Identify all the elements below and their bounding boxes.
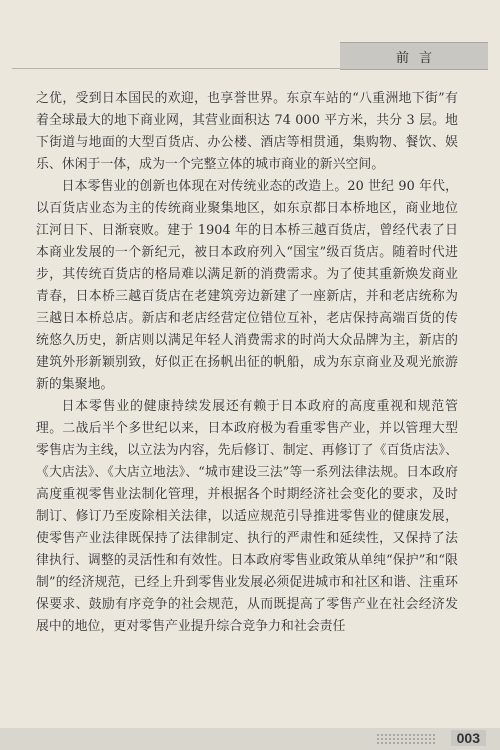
paragraph-2: 日本零售业的创新也体现在对传统业态的改造上。20 世纪 90 年代，以百货店业态为主的传统商业聚集地区，如东京都日本桥地区，商业地位江河日下、日渐衰败。建于 1904 年的日本桥三越百货店，曾经代表了日本商业发展的一个新纪元，被日本政府列入“国宝”级百货店。随着时代进步，其传统百货店的格局难以满足新的消费需求。为了使其重新焕发商业青春，日本桥三越百货店在老建筑旁边新建了一座新店，并和老店统称为三越日本桥总店。新店和老店经营定位错位互补，老店保持高端百货的传统悠久历史，新店则以满足年轻人消费需求的时尚大众品牌为主，新店的建筑外形新颖别致，好似正在扬帆出征的帆船，成为东京商业及观光旅游新的集聚地。 bbox=[36, 179, 458, 392]
body-text bbox=[36, 88, 458, 638]
page-number: 003 bbox=[451, 730, 486, 746]
footer-dot-pattern bbox=[376, 733, 436, 745]
paragraph-1: 之优，受到日本国民的欢迎，也享誉世界。东京车站的“八重洲地下街”有着全球最大的地下商业网，其营业面积达 74 000 平方米，共分 3 层。地下街道与地面的大型百货店、办公楼、酒店等相贯通，集购物、餐饮、娱乐、休闲于一体，成为一个完整立体的城市商业的新兴空间。 bbox=[36, 91, 458, 172]
section-title: 前言 bbox=[395, 50, 442, 66]
section-header-tab bbox=[340, 42, 488, 70]
header-rule bbox=[12, 68, 340, 69]
paragraph-3: 日本零售业的健康持续发展还有赖于日本政府的高度重视和规范管理。二战后半个多世纪以来，日本政府极为看重零售产业，并以管理大型零售店为主线，以立法为内容，先后修订、制定、再修订了《百货店法》、《大店法》、《大店立地法》、“城市建设三法”等一系列法律法规。日本政府高度重视零售业法制化管理，并根据各个时期经济社会变化的要求，及时制订、修订乃至废除相关法律，以适应规范引导推进零售业的健康发展，使零售产业法律既保持了法律制定、执行的严肃性和延续性，又保持了法律执行、调整的灵活性和有效性。日本政府零售业政策从单纯“保护”和“限制”的经济规范，已经上升到零售业发展必须促进城市和社区和谐、注重环保要求、鼓励有序竞争的社会规范，从而既提高了零售产业在社会经济发展中的地位，更对零售产业提升综合竞争力和社会责任 bbox=[36, 399, 458, 634]
